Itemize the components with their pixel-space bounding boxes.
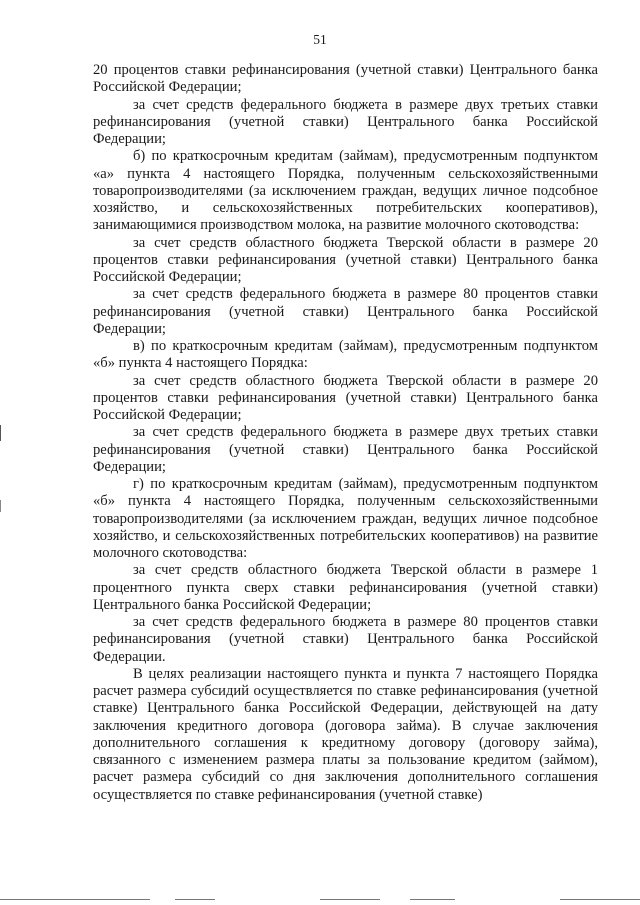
paragraph: за счет средств областного бюджета Тверской области в размере 20 процентов ставки рефинансирования (учетной ставки) Центрального банка Российской Федерации;	[93, 234, 598, 285]
paragraph-item-b: б) по краткосрочным кредитам (займам), предусмотренным подпунктом «а» пункта 4 настоящего Порядка, полученным сельскохозяйственными товаропроизводителями (за исключением граждан, ведущих личное подсобное хозяйство, и сельскохозяйственных потребительских кооперативов), занимающимися производством молока, на развитие молочного скотоводства:	[93, 148, 598, 234]
scan-edge-artifact	[0, 899, 640, 903]
paragraph: за счет средств федерального бюджета в размере 80 процентов ставки рефинансирования (учетной ставки) Центрального банка Российской Федерации.	[93, 614, 598, 665]
paragraph: за счет средств федерального бюджета в размере 80 процентов ставки рефинансирования (учетной ставки) Центрального банка Российской Федерации;	[93, 286, 598, 337]
document-body	[93, 62, 598, 804]
scan-artifact	[0, 500, 1, 512]
paragraph: за счет средств областного бюджета Тверской области в размере 20 процентов ставки рефинансирования (учетной ставки) Центрального банка Российской Федерации;	[93, 372, 598, 423]
paragraph: за счет средств федерального бюджета в размере двух третьих ставки рефинансирования (учетной ставки) Центрального банка Российской Федерации;	[93, 424, 598, 475]
paragraph-calculation: В целях реализации настоящего пункта и пункта 7 настоящего Порядка расчет размера субсидий осуществляется по ставке рефинансирования (учетной ставке) Центрального банка Российской Федерации, действующей на дату заключения кредитного договора (договора займа). В случае заключения дополнительного соглашения к кредитному договору (договору займа), связанного с изменением размера платы за пользование кредитом (займом), расчет размера субсидий со дня заключения дополнительного соглашения осуществляется по ставке рефинансирования (учетной ставке)	[93, 665, 598, 803]
scan-artifact	[0, 425, 1, 441]
paragraph: за счет средств федерального бюджета в размере двух третьих ставки рефинансирования (учетной ставки) Центрального банка Российской Федерации;	[93, 96, 598, 147]
paragraph-item-g: г) по краткосрочным кредитам (займам), предусмотренным подпунктом «б» пункта 4 настоящего Порядка, полученным сельскохозяйственными товаропроизводителями (за исключением граждан, ведущих личное подсобное хозяйство, и сельскохозяйственных потребительских кооперативов) на развитие молочного скотоводства:	[93, 476, 598, 561]
paragraph-continuation: 20 процентов ставки рефинансирования (учетной ставки) Центрального банка Российской Федерации;	[93, 62, 598, 96]
paragraph: за счет средств областного бюджета Тверской области в размере 1 процентного пункта сверх ставки рефинансирования (учетной ставки) Центрального банка Российской Федерации;	[93, 562, 598, 613]
page-number: 51	[313, 32, 327, 47]
paragraph-item-v: в) по краткосрочным кредитам (займам), предусмотренным подпунктом «б» пункта 4 настоящего Порядка:	[93, 338, 598, 372]
